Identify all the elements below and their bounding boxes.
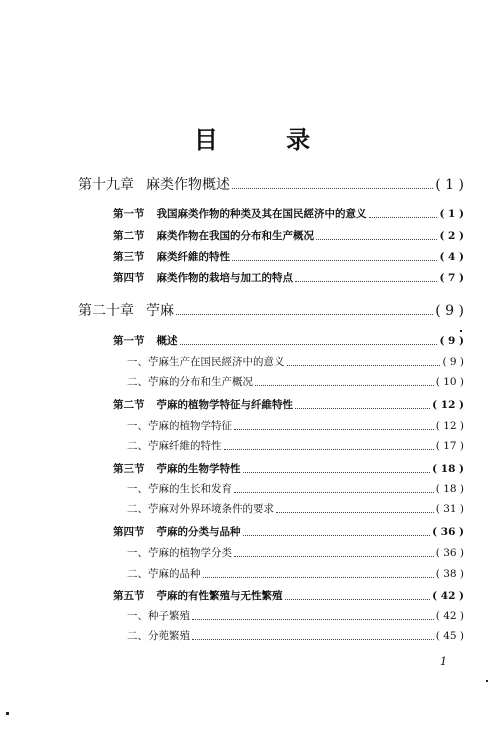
dot-leader	[192, 619, 434, 620]
entry-page: ( 1 )	[435, 177, 464, 193]
entry-page: ( 38 )	[435, 568, 464, 580]
dot-leader	[295, 408, 430, 409]
toc-section-entry	[113, 461, 464, 476]
entry-number: 第一节	[113, 208, 145, 220]
entry-title: 二、苧麻纤維的特性	[127, 440, 222, 452]
entry-page: ( 45 )	[435, 630, 464, 642]
entry-page: ( 12 )	[435, 420, 464, 432]
scan-speck	[6, 712, 9, 715]
toc-section-entry	[113, 333, 464, 348]
entry-page: ( 2 )	[439, 230, 464, 242]
entry-title: 麻类作物的栽培与加工的特点	[156, 272, 293, 284]
dot-leader	[232, 188, 433, 189]
entry-page: ( 9 )	[439, 335, 464, 347]
entry-number: 第一节	[113, 335, 145, 347]
entry-title: 苧麻的生物学特性	[156, 463, 241, 475]
entry-title: 一、苧麻的植物学特征	[127, 420, 232, 432]
dot-leader	[192, 639, 434, 640]
entry-title: 二、苧麻的分布和生产概况	[127, 376, 253, 388]
entry-title: 苧麻的有性繁殖与无性繁殖	[156, 590, 283, 602]
entry-page: ( 18 )	[435, 483, 464, 495]
dot-leader	[255, 385, 434, 386]
entry-title: 一、种子繁殖	[127, 610, 190, 622]
entry-page: ( 18 )	[432, 463, 464, 475]
dot-leader	[243, 472, 431, 473]
dot-leader	[232, 260, 437, 261]
entry-number: 第三节	[113, 463, 145, 475]
toc-subsection-entry	[127, 608, 464, 623]
entry-number: 第四节	[113, 526, 145, 538]
toc-subsection-entry	[127, 566, 464, 581]
entry-page: ( 42 )	[432, 590, 464, 602]
scan-speck	[486, 680, 488, 682]
toc-section-entry	[113, 588, 464, 603]
toc-subsection-entry	[127, 628, 464, 643]
entry-title: 苧麻的分类与品种	[156, 526, 241, 538]
toc-subsection-entry	[127, 438, 464, 453]
dot-leader	[234, 429, 434, 430]
entry-title: 我国麻类作物的种类及其在国民經济中的意义	[156, 208, 367, 220]
entry-number: 第四节	[113, 272, 145, 284]
toc-subsection-entry	[127, 481, 464, 496]
entry-number: 第二节	[113, 399, 145, 411]
dot-leader	[243, 535, 431, 536]
entry-title: 二、苧麻对外界环境条件的要求	[127, 503, 274, 515]
entry-number: 第三节	[113, 251, 145, 263]
entry-page: ( 36 )	[432, 526, 464, 538]
entry-page: ( 7 )	[439, 272, 464, 284]
entry-number: 第五节	[113, 590, 145, 602]
entry-title: 麻类纤維的特性	[156, 251, 230, 263]
dot-leader	[234, 556, 434, 557]
page-number: 1	[440, 655, 447, 668]
dot-leader	[234, 492, 434, 493]
entry-page: ( 36 )	[435, 547, 464, 559]
page-title: 目 录	[193, 125, 341, 154]
dot-leader	[295, 281, 437, 282]
entry-title: 一、苧麻生产在国民經济中的意义	[127, 356, 285, 368]
entry-page: ( 4 )	[439, 251, 464, 263]
toc-section-entry	[113, 524, 464, 539]
entry-title: 二、苧麻的品种	[127, 568, 201, 580]
entry-page: ( 1 )	[439, 208, 464, 220]
dot-leader	[180, 344, 438, 345]
dot-leader	[203, 577, 434, 578]
dot-leader	[176, 314, 433, 315]
toc-subsection-entry	[127, 545, 464, 560]
entry-page: ( 9 )	[442, 356, 464, 368]
toc-subsection-entry	[127, 374, 464, 389]
entry-title: 麻类作物在我国的分布和生产概况	[156, 230, 314, 242]
entry-title: 一、苧麻的生长和发育	[127, 483, 232, 495]
entry-number: 第二节	[113, 230, 145, 242]
toc-section-entry	[113, 249, 464, 264]
entry-title: 概述	[156, 335, 178, 347]
toc-subsection-entry	[127, 501, 464, 516]
entry-page: ( 42 )	[435, 610, 464, 622]
entry-title: 苧麻	[146, 303, 174, 319]
entry-page: ( 10 )	[435, 376, 464, 388]
dot-leader	[224, 449, 434, 450]
entry-page: ( 17 )	[435, 440, 464, 452]
entry-page: ( 12 )	[432, 399, 464, 411]
toc-section-entry	[113, 206, 464, 221]
entry-title: 苧麻的植物学特征与纤維特性	[156, 399, 293, 411]
scan-speck	[460, 330, 462, 332]
entry-title: 一、苧麻的植物学分类	[127, 547, 232, 559]
dot-leader	[316, 239, 437, 240]
entry-page: ( 31 )	[435, 503, 464, 515]
entry-page: ( 9 )	[435, 303, 464, 319]
toc-subsection-entry	[127, 354, 464, 369]
dot-leader	[276, 512, 434, 513]
toc-section-entry	[113, 270, 464, 285]
entry-number: 第十九章	[78, 177, 134, 193]
dot-leader	[285, 599, 431, 600]
dot-leader	[287, 365, 441, 366]
toc-subsection-entry	[127, 418, 464, 433]
toc-section-entry	[113, 228, 464, 243]
toc-chapter-entry	[78, 174, 464, 194]
entry-title: 二、分蔸繁殖	[127, 630, 190, 642]
toc-chapter-entry	[78, 300, 464, 320]
toc-section-entry	[113, 397, 464, 412]
entry-title: 麻类作物概述	[146, 177, 230, 193]
entry-number: 第二十章	[78, 303, 134, 319]
dot-leader	[369, 217, 438, 218]
